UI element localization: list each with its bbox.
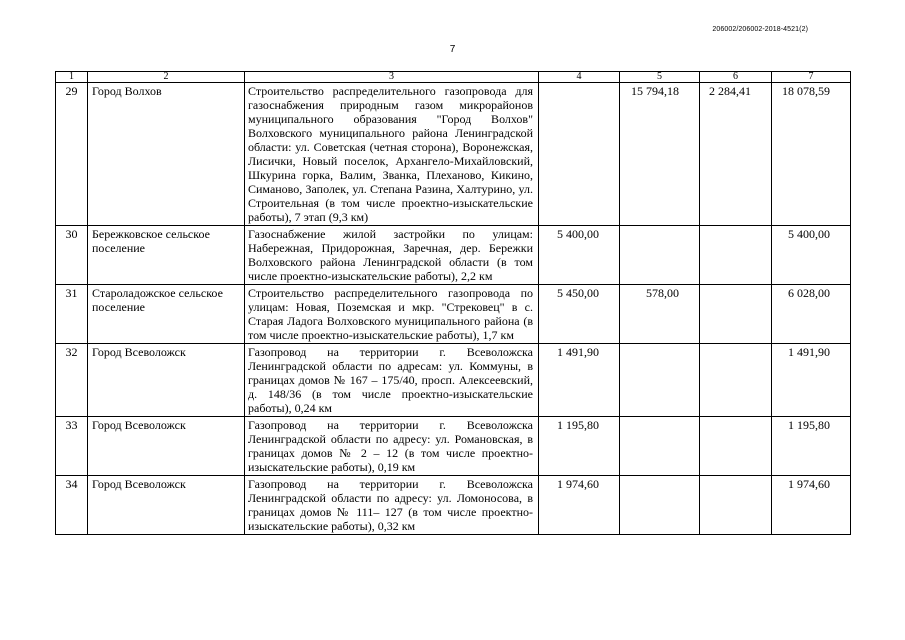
row-number: 32 <box>56 344 88 417</box>
amount-col4: 1 195,80 <box>539 417 620 476</box>
amount-col5 <box>620 226 700 285</box>
amount-col4: 1 491,90 <box>539 344 620 417</box>
page-number: 7 <box>449 44 456 55</box>
amount-col6 <box>700 476 772 535</box>
column-number-row <box>56 72 851 83</box>
amount-col5 <box>620 417 700 476</box>
amount-total: 1 195,80 <box>772 417 851 476</box>
amount-total: 6 028,00 <box>772 285 851 344</box>
amount-col6 <box>700 285 772 344</box>
table-row <box>56 344 851 417</box>
municipality-name: Староладожское сельское поселение <box>88 285 245 344</box>
amount-col5 <box>620 476 700 535</box>
project-description: Строительство распределительного газопровода по улицам: Новая, Поземская и мкр. "Стрековец" в с. Старая Ладога Волховского муниципального района (в том числе проектно-изыскательские работы), 1,7 км <box>245 285 539 344</box>
column-header: 2 <box>88 72 245 83</box>
amount-col6: 2 284,41 <box>700 83 772 226</box>
amount-col5: 15 794,18 <box>620 83 700 226</box>
amount-col6 <box>700 226 772 285</box>
row-number: 33 <box>56 417 88 476</box>
row-number: 34 <box>56 476 88 535</box>
row-number: 29 <box>56 83 88 226</box>
amount-total: 18 078,59 <box>772 83 851 226</box>
municipality-name: Бережковское сельское поселение <box>88 226 245 285</box>
project-description: Газопровод на территории г. Всеволожска Ленинградской области по адресу: ул. Ломоносова, в границах домов № 111– 127 (в том числе проектно-изыскательские работы), 0,32 км <box>245 476 539 535</box>
municipality-name: Город Всеволожск <box>88 344 245 417</box>
table-row <box>56 285 851 344</box>
municipality-name: Город Всеволожск <box>88 476 245 535</box>
amount-col6 <box>700 417 772 476</box>
row-number: 30 <box>56 226 88 285</box>
amount-col5 <box>620 344 700 417</box>
amount-col4 <box>539 83 620 226</box>
amount-total: 1 974,60 <box>772 476 851 535</box>
amount-col5: 578,00 <box>620 285 700 344</box>
municipality-name: Город Всеволожск <box>88 417 245 476</box>
table-row <box>56 476 851 535</box>
project-description: Газопровод на территории г. Всеволожска Ленинградской области по адресам: ул. Коммуны, в границах домов № 167 – 175/40, просп. Алексеевский, д. 148/36 (в том числе проектно-изыскательские работы), 0,24 км <box>245 344 539 417</box>
amount-col4: 5 450,00 <box>539 285 620 344</box>
table-row <box>56 417 851 476</box>
amount-total: 1 491,90 <box>772 344 851 417</box>
project-description: Газопровод на территории г. Всеволожска Ленинградской области по адресу: ул. Романовская, в границах домов № 2 – 12 (в том числе проектно-изыскательские работы), 0,19 км <box>245 417 539 476</box>
project-description: Газоснабжение жилой застройки по улицам: Набережная, Придорожная, Заречная, дер. Бережки Волховского района Ленинградской области (в том числе проектно-изыскательские работы), 2,2 км <box>245 226 539 285</box>
budget-table <box>55 71 851 535</box>
amount-total: 5 400,00 <box>772 226 851 285</box>
document-id: 206002/206002-2018-4521(2) <box>712 26 808 33</box>
amount-col4: 5 400,00 <box>539 226 620 285</box>
column-header: 7 <box>772 72 851 83</box>
column-header: 4 <box>539 72 620 83</box>
amount-col4: 1 974,60 <box>539 476 620 535</box>
project-description: Строительство распределительного газопровода для газоснабжения природным газом микрорайонов муниципального образования "Город Волхов" Волховского муниципального района Ленинградской области: ул. Советская (четная сторона), Воронежская, Лисички, Новый поселок, Архангело-Михайловский, Шкурина горка, Валим, Званка, Плеханово, Кикино, Симаново, Заполек, ул. Степана Разина, Халтурино, ул. Строительная (в том числе проектно-изыскательские работы), 7 этап (9,3 км) <box>245 83 539 226</box>
amount-col6 <box>700 344 772 417</box>
column-header: 6 <box>700 72 772 83</box>
column-header: 5 <box>620 72 700 83</box>
column-header: 3 <box>245 72 539 83</box>
row-number: 31 <box>56 285 88 344</box>
table-row <box>56 226 851 285</box>
table-row <box>56 83 851 226</box>
municipality-name: Город Волхов <box>88 83 245 226</box>
column-header: 1 <box>56 72 88 83</box>
